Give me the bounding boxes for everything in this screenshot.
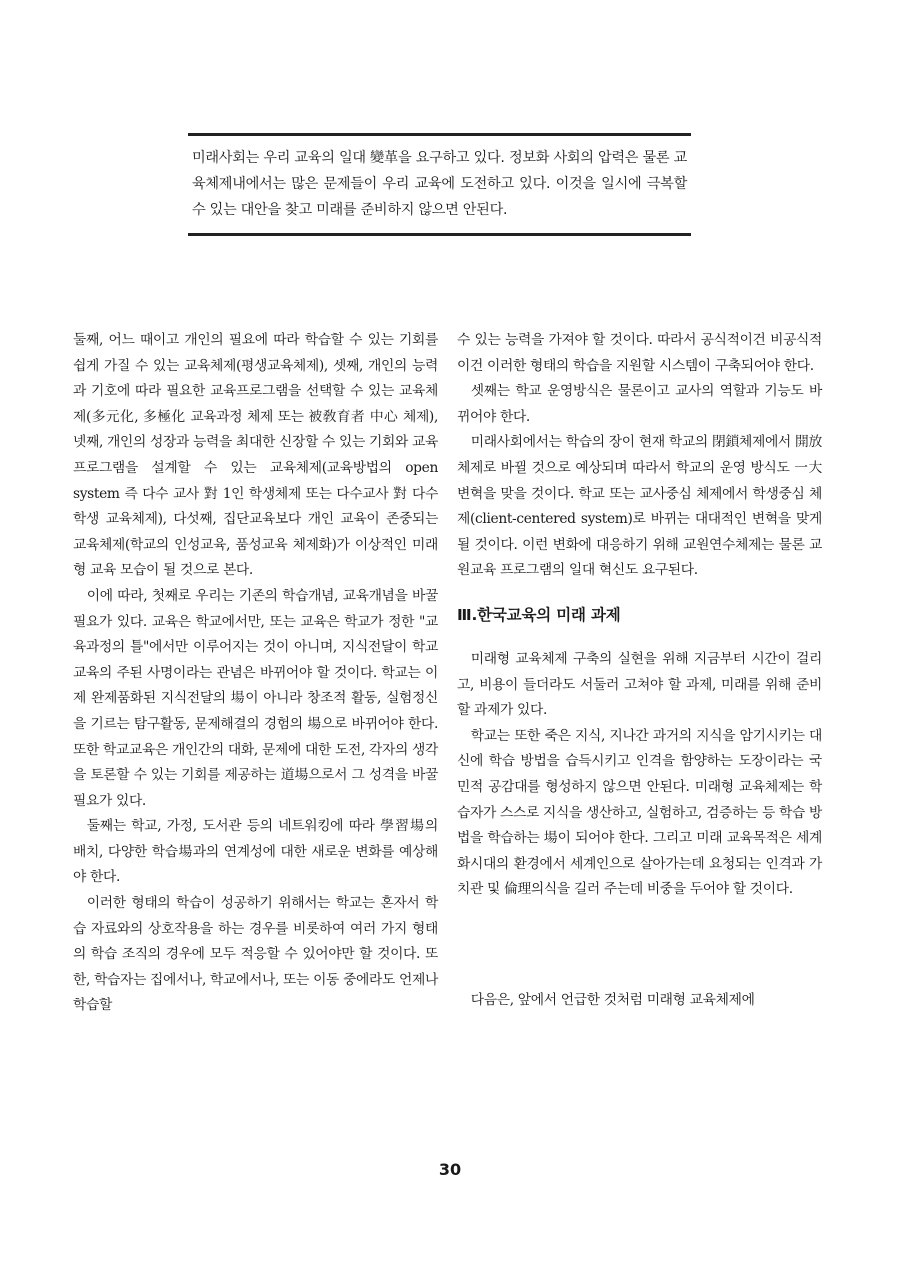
paragraph: 이에 따라, 첫째로 우리는 기존의 학습개념, 교육개념을 바꿀 필요가 있다. 교육은 학교에서만, 또는 교육은 학교가 정한 "교육과정의 틀"에서만 이루어지는 것이 아니며, 지식전달이 학교교육의 주된 사명이라는 관념은 바뀌어야 할 것이다. 학교는 이제 완제품화된 지식전달의 場이 아니라 창조적 활동, 실험정신을 기르는 탐구활동, 문제해결의 경험의 場으로 바뀌어야 한다. 또한 학교교육은 개인간의 대화, 문제에 대한 도전, 각자의 생각을 토론할 수 있는 기회를 제공하는 道場으로서 그 성격을 바꿀 필요가 있다.: [73, 587, 438, 809]
paragraph: 다음은, 앞에서 언급한 것처럼 미래형 교육체제에: [470, 991, 755, 1008]
paragraph: 셋째는 학교 운영방식은 물론이고 교사의 역할과 기능도 바뀌어야 한다.: [457, 383, 822, 425]
paragraph: 수 있는 능력을 가져야 할 것이다. 따라서 공식적이건 비공식적이건 이러한 형태의 학습을 지원할 시스템이 구축되어야 한다.: [457, 332, 822, 374]
column-gap: [457, 903, 822, 988]
paragraph: 미래형 교육체제 구축의 실현을 위해 지금부터 시간이 걸리고, 비용이 들더라도 서둘러 고쳐야 할 과제, 미래를 위해 준비할 과제가 있다.: [457, 650, 822, 719]
right-column: [457, 328, 822, 1013]
paragraph: 둘째는 학교, 가정, 도서관 등의 네트워킹에 따라 學習場의 배치, 다양한 학습場과의 연계성에 대한 새로운 변화를 예상해야 한다.: [73, 818, 438, 886]
page-number: 30: [438, 1160, 462, 1179]
paragraph: 둘째, 어느 때이고 개인의 필요에 따라 학습할 수 있는 기회를 쉽게 가질 수 있는 교육체제(평생교육체제), 셋째, 개인의 능력과 기호에 따라 필요한 교육프로그램을 선택할 수 있는 교육체제(多元化, 多極化 교육과정 체제 또는 被敎育者 中心 체제), 넷째, 개인의 성장과 능력을 최대한 신장할 수 있는 기회와 교육프로그램을 설계할 수 있는 교육체제(교육방법의 open system 즉 다수 교사 對 1인 학생체제 또는 다수교사 對 다수학생 교육체제), 다섯째, 집단교육보다 개인 교육이 존중되는 교육체제(학교의 인성교육, 품성교육 체제화)가 이상적인 미래형 교육 모습이 될 것으로 본다.: [73, 332, 438, 579]
paragraph: 미래사회에서는 학습의 장이 현재 학교의 閉鎖체제에서 開放체제로 바뀔 것으로 예상되며 따라서 학교의 운영 방식도 一大 변혁을 맞을 것이다. 학교 또는 교사중심 체제에서 학생중심 체제(client-centered system)로 바뀌는 대대적인 변혁을 맞게 될 것이다. 이런 변화에 대응하기 위해 교원연수체제는 물론 교원교육 프로그램의 일대 혁신도 요구된다.: [457, 434, 822, 579]
paragraph: 이러한 형태의 학습이 성공하기 위해서는 학교는 혼자서 학습 자료와의 상호작용을 하는 경우를 비롯하여 여러 가지 형태의 학습 조직의 경우에 모두 적응할 수 있어야만 할 것이다. 또한, 학습자는 집에서나, 학교에서나, 또는 이동 중에라도 언제나 학습할: [73, 895, 438, 1014]
abstract-text: 미래사회는 우리 교육의 일대 變革을 요구하고 있다. 정보화 사회의 압력은 물론 교육체제내에서는 많은 문제들이 우리 교육에 도전하고 있다. 이것을 일시에 극복할 수 있는 대안을 찾고 미래를 준비하지 않으면 안된다.: [192, 150, 687, 218]
section-heading: Ⅲ.한국교육의 미래 과제: [457, 605, 621, 624]
left-column: [73, 328, 438, 1019]
abstract-box: [188, 133, 691, 236]
paragraph: 학교는 또한 죽은 지식, 지나간 과거의 지식을 암기시키는 대신에 학습 방법을 습득시키고 인격을 함양하는 도장이라는 국민적 공감대를 형성하지 않으면 안된다. 미래형 교육체제는 학습자가 스스로 지식을 생산하고, 실험하고, 검증하는 등 학습 방법을 학습하는 場이 되어야 한다. 그리고 미래 교육목적은 세계화시대의 환경에서 세계인으로 살아가는데 요청되는 인격과 가치관 및 倫理의식을 길러 주는데 비중을 두어야 할 것이다.: [457, 727, 822, 898]
